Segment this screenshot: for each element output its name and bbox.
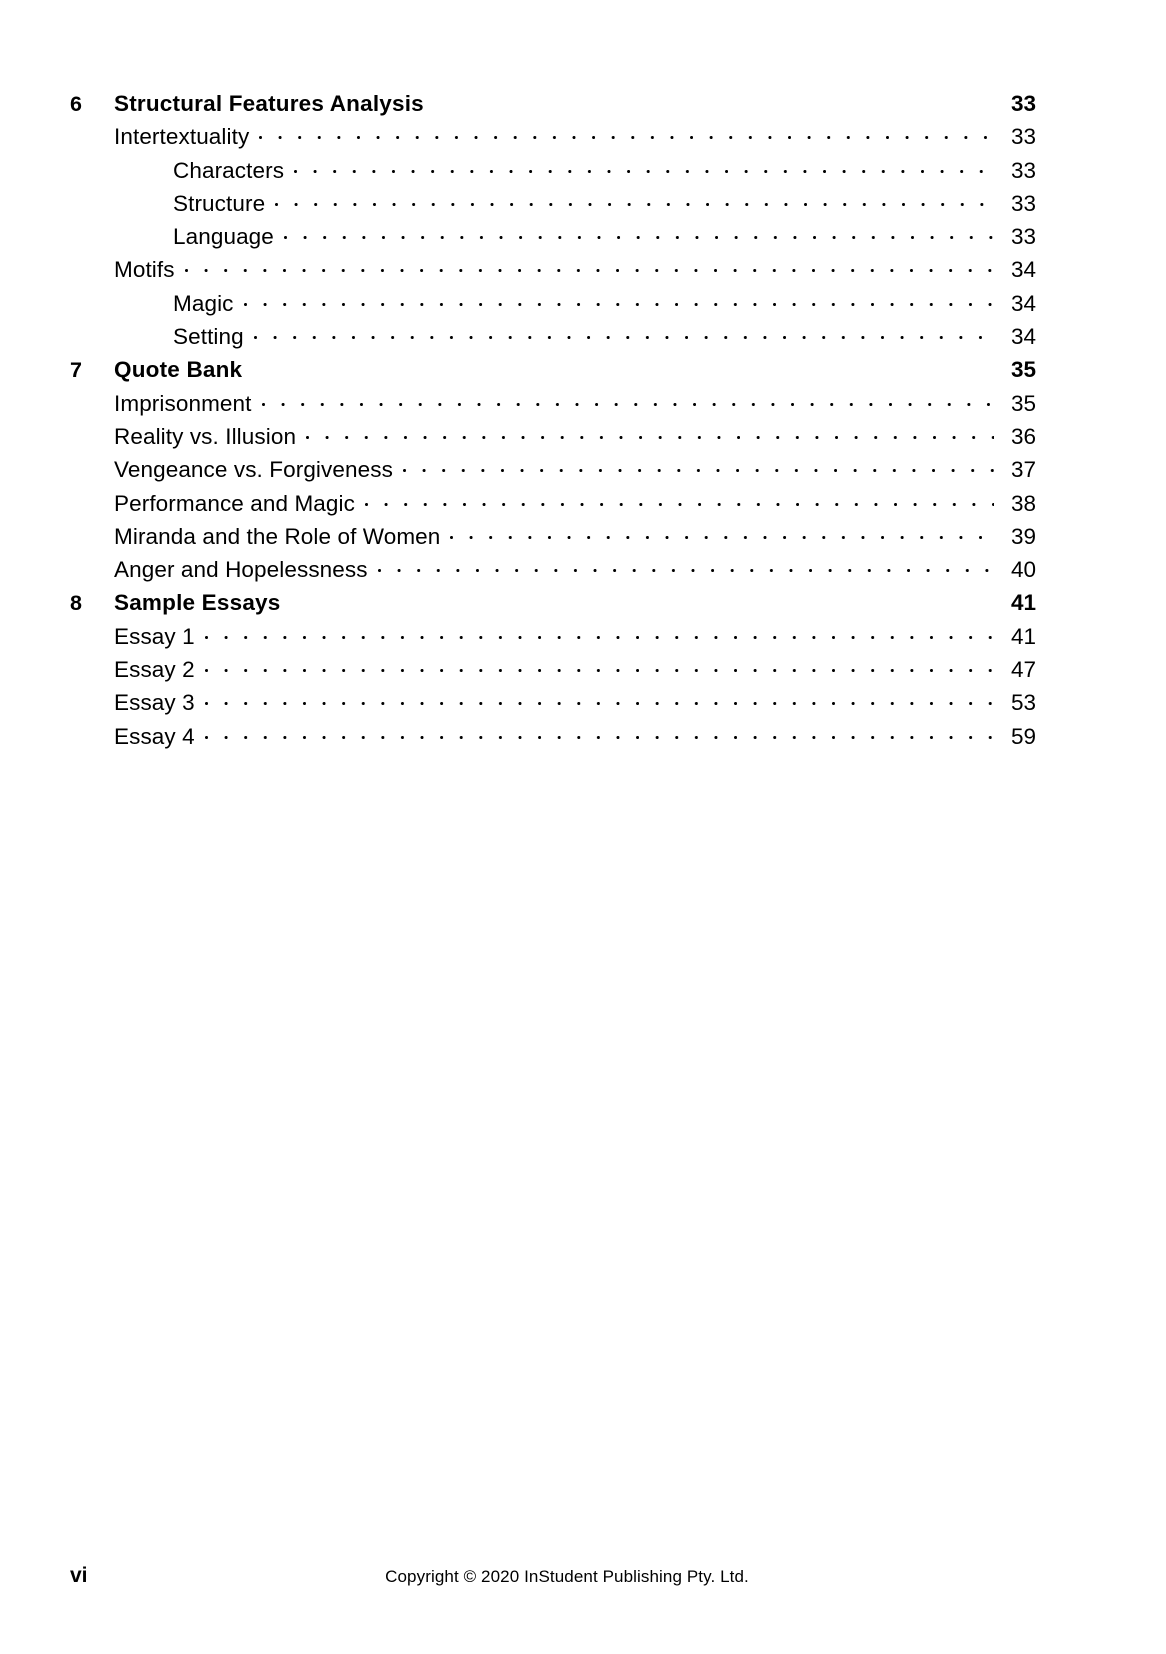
toc-entry-page-number: 35 <box>1010 390 1036 416</box>
toc-entry-page-number: 41 <box>1010 623 1036 649</box>
toc-entry-row[interactable] <box>70 623 1036 659</box>
toc-entry-title: Essay 4 <box>114 723 195 749</box>
toc-entry-row[interactable] <box>70 423 1036 459</box>
dot-leader <box>284 228 994 244</box>
dot-leader <box>205 628 994 644</box>
toc-chapter-row[interactable] <box>70 359 1036 392</box>
dot-leader <box>290 594 994 610</box>
toc-entry-row[interactable] <box>70 523 1036 559</box>
toc-entry-title: Motifs <box>114 257 175 283</box>
page-footer <box>70 1558 1096 1586</box>
dot-leader <box>259 128 994 144</box>
toc-entry-title: Reality vs. Illusion <box>114 423 297 449</box>
toc-entry-title: Structure <box>173 190 266 216</box>
toc-entry-row[interactable] <box>70 226 1036 259</box>
toc-entry-row[interactable] <box>70 659 1036 692</box>
toc-entry-page-number: 37 <box>1010 457 1036 483</box>
toc-entry-row[interactable] <box>70 326 1036 359</box>
table-of-contents-list <box>70 93 1036 759</box>
copyright-notice: Copyright © 2020 InStudent Publishing Pty. Ltd. <box>385 1567 749 1586</box>
dot-leader <box>306 428 994 444</box>
toc-entry-page-number: 41 <box>1010 590 1036 616</box>
toc-entry-title: Intertextuality <box>114 124 250 150</box>
dot-leader <box>185 261 994 277</box>
toc-chapter-row[interactable] <box>70 93 1036 126</box>
toc-entry-page-number: 38 <box>1010 490 1036 516</box>
toc-entry-page-number: 33 <box>1010 91 1036 116</box>
toc-entry-row[interactable] <box>70 259 1036 292</box>
toc-entry-page-number: 35 <box>1010 357 1036 383</box>
toc-entry-title: Language <box>173 224 274 250</box>
toc-entry-title: Setting <box>173 324 244 350</box>
chapter-number: 6 <box>70 92 82 116</box>
toc-entry-row[interactable] <box>70 126 1036 159</box>
dot-leader <box>294 162 994 178</box>
toc-entry-page-number: 34 <box>1010 324 1036 350</box>
folio-page-number: vi <box>70 1564 88 1587</box>
dot-leader <box>403 461 994 477</box>
dot-leader <box>254 328 994 344</box>
toc-entry-page-number: 59 <box>1010 723 1036 749</box>
chapter-number: 8 <box>70 591 82 616</box>
dot-leader <box>378 561 994 577</box>
dot-leader <box>262 395 995 411</box>
toc-entry-title: Essay 2 <box>114 657 195 683</box>
chapter-number: 7 <box>70 358 82 383</box>
toc-entry-row[interactable] <box>70 459 1036 492</box>
toc-entry-row[interactable] <box>70 692 1036 725</box>
dot-leader <box>205 728 994 744</box>
toc-entry-page-number: 33 <box>1010 190 1036 216</box>
toc-entry-title: Essay 3 <box>114 690 195 716</box>
dot-leader <box>244 295 994 311</box>
toc-entry-title: Anger and Hopelessness <box>114 557 368 583</box>
toc-entry-page-number: 33 <box>1010 224 1036 250</box>
toc-entry-row[interactable] <box>70 723 1036 759</box>
toc-entry-page-number: 33 <box>1010 157 1036 183</box>
toc-entry-row[interactable] <box>70 490 1036 526</box>
toc-entry-title: Vengeance vs. Forgiveness <box>114 457 393 483</box>
toc-entry-title: Performance and Magic <box>114 490 355 516</box>
toc-entry-page-number: 34 <box>1010 290 1036 316</box>
toc-entry-page-number: 47 <box>1010 657 1036 683</box>
toc-entry-page-number: 53 <box>1010 690 1036 716</box>
toc-entry-title: Imprisonment <box>114 390 252 416</box>
toc-entry-row[interactable] <box>70 559 1036 592</box>
toc-entry-title: Miranda and the Role of Women <box>114 523 441 549</box>
toc-chapter-row[interactable] <box>70 592 1036 625</box>
toc-entry-title: Structural Features Analysis <box>114 91 424 116</box>
toc-entry-title: Quote Bank <box>114 357 243 383</box>
dot-leader <box>275 195 994 211</box>
toc-entry-page-number: 39 <box>1010 523 1036 549</box>
toc-entry-page-number: 34 <box>1010 257 1036 283</box>
toc-entry-title: Sample Essays <box>114 590 281 616</box>
dot-leader <box>365 495 994 511</box>
toc-entry-page-number: 40 <box>1010 557 1036 583</box>
toc-entry-page-number: 33 <box>1010 124 1036 150</box>
dot-leader <box>450 528 994 544</box>
toc-entry-row[interactable] <box>70 290 1036 326</box>
toc-entry-title: Essay 1 <box>114 623 195 649</box>
dot-leader <box>205 661 994 677</box>
toc-entry-row[interactable] <box>70 390 1036 426</box>
toc-entry-title: Characters <box>173 157 285 183</box>
dot-leader <box>252 361 994 377</box>
toc-entry-page-number: 36 <box>1010 423 1036 449</box>
toc-entry-row[interactable] <box>70 190 1036 226</box>
toc-entry-row[interactable] <box>70 157 1036 193</box>
dot-leader <box>434 95 994 111</box>
dot-leader <box>205 694 994 710</box>
toc-entry-title: Magic <box>173 290 234 316</box>
